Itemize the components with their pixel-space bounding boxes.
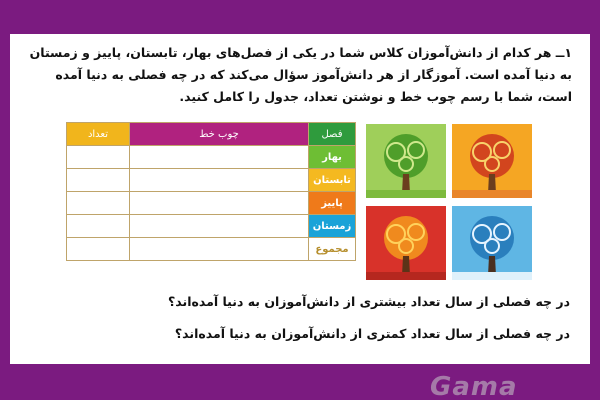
row-total-label: مجموع [309, 238, 356, 261]
tally-cell[interactable] [130, 169, 309, 192]
question-text: ۱ــ هر کدام از دانش‌آموزان کلاس شما در یکی از فصل‌های بهار، تابستان، پاییز و زمستان به دنیا آمده است. آموزگار از هر دانش‌آموز سؤال می‌کند که در چه فصلی به دنیا آمده است، شما با رسم چوب خط و نوشتن تعداد، جدول را کامل کنید. [29, 45, 572, 104]
count-cell[interactable] [67, 215, 130, 238]
watermark-logo: Gama [430, 372, 518, 402]
count-cell[interactable] [67, 238, 130, 261]
table-row [67, 169, 356, 192]
header-tally: چوب خط [130, 123, 309, 146]
worksheet-page [10, 34, 590, 364]
count-cell[interactable] [67, 146, 130, 169]
tally-cell[interactable] [130, 215, 309, 238]
table-total-row [67, 238, 356, 261]
table-row [67, 146, 356, 169]
table-row [67, 192, 356, 215]
row-summer-label: تابستان [309, 169, 356, 192]
winter-tree-image [452, 206, 532, 280]
season-tree-images [366, 124, 536, 282]
followup-question-least: در چه فصلی از سال تعداد کمتری از دانش‌آموزان به دنیا آمده‌اند؟ [174, 326, 570, 341]
header-season: فصل [309, 123, 356, 146]
header-count: تعداد [67, 123, 130, 146]
summer-tree-image [452, 124, 532, 198]
followup-question-most: در چه فصلی از سال تعداد بیشتری از دانش‌آموزان به دنیا آمده‌اند؟ [168, 294, 570, 309]
autumn-tree-image [366, 206, 446, 280]
count-cell[interactable] [67, 192, 130, 215]
row-spring-label: بهار [309, 146, 356, 169]
row-autumn-label: پاییز [309, 192, 356, 215]
season-table [66, 122, 356, 261]
tally-cell[interactable] [130, 192, 309, 215]
tally-cell[interactable] [130, 146, 309, 169]
count-cell[interactable] [67, 169, 130, 192]
spring-tree-image [366, 124, 446, 198]
row-winter-label: زمستان [309, 215, 356, 238]
table-header-row [67, 123, 356, 146]
table-row [67, 215, 356, 238]
tally-cell[interactable] [130, 238, 309, 261]
